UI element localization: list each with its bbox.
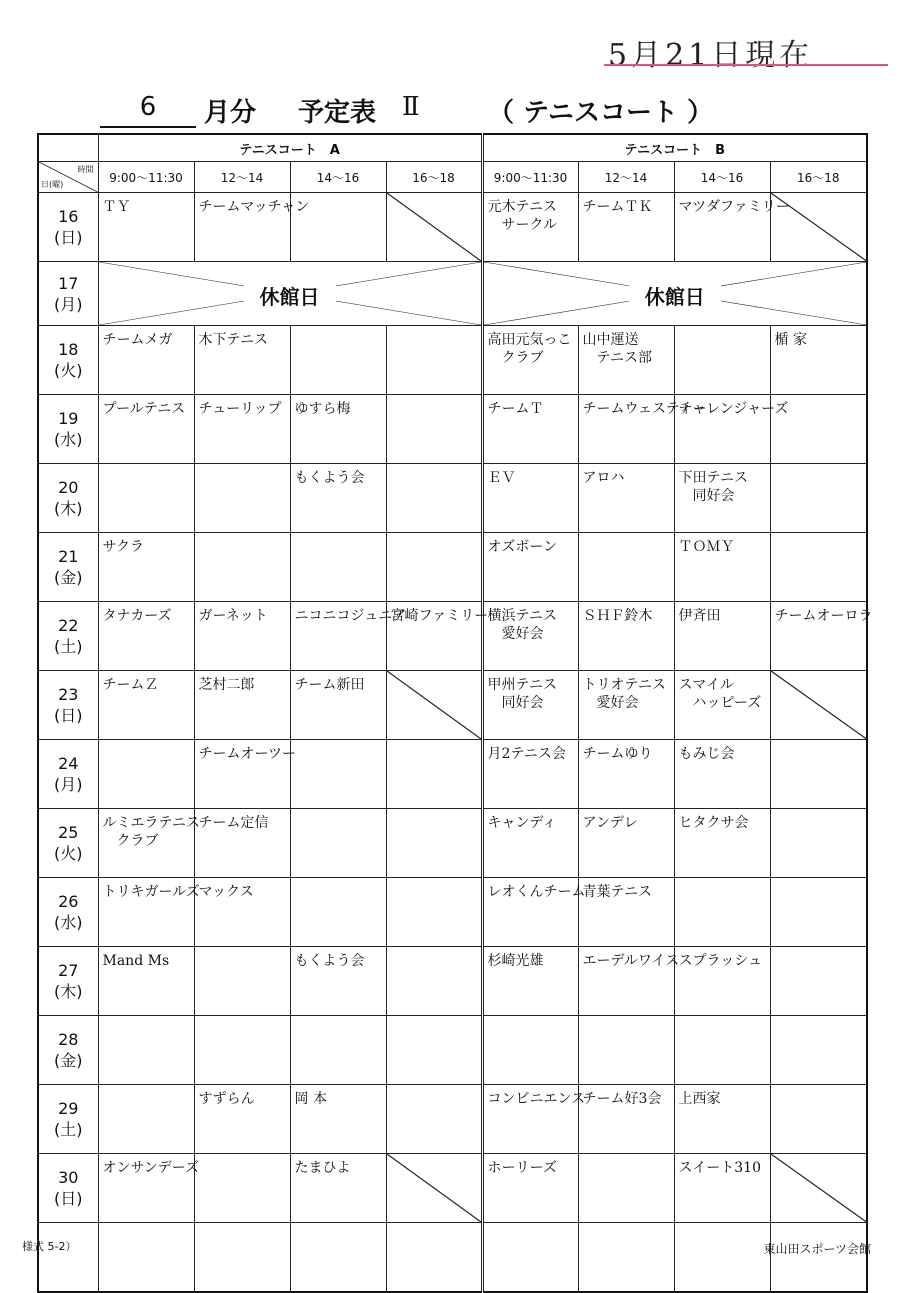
booking-cell (674, 740, 770, 809)
booking-name: 芝村二郎 (198, 677, 255, 693)
booking-name: チームゆり (582, 746, 653, 762)
date-cell (38, 671, 98, 740)
booking-cell (98, 1085, 194, 1154)
booking-cell (482, 395, 578, 464)
booking-cell (770, 1085, 867, 1154)
booking-cell (674, 1085, 770, 1154)
weekday: (火) (54, 844, 83, 863)
day-number: 18 (58, 340, 79, 359)
booking-name: ゆすら梅 (294, 401, 351, 417)
booking-name: チームメガ (102, 332, 173, 348)
booking-name: ハッピーズ (692, 695, 762, 711)
booking-name: ＴＹ (102, 199, 131, 215)
booking-cell (770, 1223, 867, 1293)
booking-name: 高田元気っこ (487, 332, 572, 348)
corner-top (38, 134, 98, 162)
booking-cell (290, 740, 386, 809)
booking-cell (194, 326, 290, 395)
booking-cell (290, 1085, 386, 1154)
booking-cell (98, 464, 194, 533)
booking-name: 伊斉田 (678, 608, 721, 624)
booking-cell (482, 464, 578, 533)
booking-cell (482, 740, 578, 809)
corner-time-label: 時間 (77, 165, 94, 174)
booking-name: 愛好会 (596, 695, 639, 711)
booking-cell (194, 1085, 290, 1154)
booking-cell (578, 947, 680, 1016)
booking-cell (290, 326, 386, 395)
no-slot-diagonal (387, 1154, 481, 1222)
schedule-row (38, 1223, 867, 1293)
booking-name: 楯 家 (774, 332, 807, 348)
booking-cell (290, 671, 386, 740)
booking-name: ニコニコジュニア (294, 608, 407, 624)
booking-name: 同好会 (501, 695, 544, 711)
booking-name: クラブ (501, 350, 544, 366)
weekday: (木) (54, 982, 83, 1001)
booking-cell (290, 193, 386, 262)
booking-name: アロハ (582, 470, 625, 486)
booking-cell (194, 1223, 290, 1293)
booking-name: 木下テニス (198, 332, 268, 348)
booking-cell (482, 326, 578, 395)
weekday: (日) (54, 228, 83, 247)
booking-name: ＥＶ (487, 470, 516, 486)
organization-name: 東山田スポーツ会館 (763, 1242, 871, 1256)
booking-cell (98, 671, 194, 740)
corner-date-label: 日(曜) (41, 180, 64, 189)
slot-b-3: 14～16 (674, 162, 770, 193)
schedule-row (38, 947, 867, 1016)
booking-name: 同好会 (692, 488, 735, 504)
date-cell (38, 809, 98, 878)
booking-name: 杉崎光雄 (487, 953, 544, 969)
booking-name: もみじ会 (678, 746, 735, 762)
booking-name: テニス部 (596, 350, 652, 366)
booking-name: 下田テニス (678, 470, 748, 486)
booking-name: Mand Ms (102, 953, 170, 969)
booking-cell (578, 464, 674, 533)
venue-label: （ テニスコート ） (488, 98, 714, 128)
booking-cell (194, 193, 310, 262)
booking-cell (578, 1223, 674, 1293)
booking-name: チーム新田 (294, 677, 365, 693)
booking-name: チームウェスティー (582, 401, 707, 417)
booking-cell (482, 947, 578, 1016)
day-number: 16 (58, 207, 79, 226)
date-cell (38, 1154, 98, 1223)
booking-name: ガーネット (198, 608, 268, 624)
booking-cell (578, 671, 674, 740)
booking-name: スマイル (678, 677, 734, 693)
booking-cell (194, 533, 290, 602)
booking-cell (674, 1016, 770, 1085)
slot-a-2: 12～14 (194, 162, 290, 193)
booking-cell (674, 809, 770, 878)
schedule-row (38, 1016, 867, 1085)
booking-name: 月2テニス会 (487, 746, 566, 762)
as-of-date-stamp: 5月21日現在 (608, 38, 814, 73)
schedule-row (38, 671, 867, 740)
booking-cell (770, 533, 867, 602)
schedule-row (38, 395, 867, 464)
unavailable-slot (770, 671, 867, 740)
booking-name: アンデレ (582, 815, 638, 831)
booking-cell (290, 1223, 386, 1293)
weekday: (火) (54, 361, 83, 380)
date-cell (38, 262, 98, 326)
booking-name: クラブ (116, 833, 159, 849)
weekday: (日) (54, 1189, 83, 1208)
booking-name: すずらん (198, 1091, 255, 1107)
schedule-row (38, 533, 867, 602)
weekday: (日) (54, 706, 83, 725)
booking-name: オズボーン (487, 539, 558, 555)
booking-cell (386, 464, 482, 533)
booking-name: ＴＯＭＹ (678, 539, 735, 555)
schedule-row (38, 878, 867, 947)
booking-cell (770, 326, 867, 395)
schedule-label: 予定表 (298, 98, 377, 128)
court-a-header: テニスコート A (98, 134, 482, 162)
weekday: (金) (54, 568, 83, 587)
booking-cell (770, 464, 867, 533)
booking-name: チームＴ (487, 401, 544, 417)
day-number: 28 (58, 1030, 79, 1049)
day-number: 27 (58, 961, 79, 980)
booking-cell (386, 1085, 482, 1154)
schedule-row (38, 326, 867, 395)
booking-name: サクラ (102, 539, 144, 555)
stamp-underline (604, 64, 888, 66)
day-number: 26 (58, 892, 79, 911)
booking-cell (482, 671, 578, 740)
date-cell (38, 326, 98, 395)
booking-cell (674, 1154, 770, 1223)
booking-cell (290, 602, 407, 671)
booking-name: ホーリーズ (487, 1160, 557, 1176)
booking-name: プールテニス (102, 401, 186, 417)
booking-cell (770, 395, 867, 464)
booking-cell (482, 1223, 578, 1293)
booking-cell (770, 602, 873, 671)
slot-a-1: 9:00～11:30 (98, 162, 194, 193)
weekday: (木) (54, 499, 83, 518)
schedule-row (38, 740, 867, 809)
weekday: (水) (54, 913, 83, 932)
booking-cell (482, 1085, 586, 1154)
unavailable-slot (386, 193, 482, 262)
slot-a-3: 14～16 (290, 162, 386, 193)
day-number: 21 (58, 547, 79, 566)
schedule-body (38, 193, 873, 1293)
booking-name: マックス (198, 884, 254, 900)
booking-cell (194, 464, 290, 533)
booking-cell (194, 878, 290, 947)
date-cell (38, 740, 98, 809)
schedule-table (37, 133, 873, 1293)
booking-name: 上西家 (678, 1091, 721, 1107)
booking-cell (578, 740, 674, 809)
booking-cell (290, 1154, 386, 1223)
form-number: 様式 5-2） (22, 1240, 77, 1253)
booking-cell (194, 602, 290, 671)
booking-cell (482, 1154, 578, 1223)
booking-name: ルミエラテニス (102, 815, 200, 831)
roman-numeral: Ⅱ (402, 92, 420, 122)
booking-cell (674, 947, 770, 1016)
booking-cell (194, 1016, 290, 1085)
booking-cell (98, 1154, 200, 1223)
booking-cell (770, 878, 867, 947)
booking-name: オンサンデーズ (102, 1160, 200, 1176)
booking-name: 愛好会 (501, 626, 544, 642)
booking-cell (386, 1223, 482, 1293)
booking-name: もくよう会 (294, 953, 365, 969)
booking-cell (290, 809, 386, 878)
booking-cell (98, 326, 194, 395)
booking-name: チームＺ (102, 677, 159, 693)
booking-cell (578, 809, 674, 878)
booking-cell (578, 533, 674, 602)
booking-name: レオくんチーム (487, 884, 586, 900)
day-number: 19 (58, 409, 79, 428)
booking-cell (98, 947, 194, 1016)
no-slot-diagonal (387, 193, 481, 261)
booking-name: 宮崎ファミリー (390, 608, 489, 624)
court-b-header: テニスコート B (482, 134, 867, 162)
booking-cell (674, 878, 770, 947)
booking-name: チームオーロラ (774, 608, 873, 624)
booking-cell (290, 1016, 386, 1085)
date-cell (38, 947, 98, 1016)
booking-cell (386, 533, 482, 602)
booking-cell (194, 740, 296, 809)
booking-cell (98, 809, 200, 878)
month-label: 月分 (204, 98, 257, 128)
booking-name: もくよう会 (294, 470, 365, 486)
unavailable-slot (386, 671, 482, 740)
date-cell (38, 602, 98, 671)
unavailable-slot (386, 1154, 482, 1223)
booking-cell (770, 809, 867, 878)
slot-b-2: 12～14 (578, 162, 674, 193)
booking-cell (98, 602, 194, 671)
booking-cell (674, 326, 770, 395)
booking-name: スイート310 (678, 1160, 761, 1176)
booking-cell (290, 878, 386, 947)
weekday: (金) (54, 1051, 83, 1070)
date-cell (38, 878, 98, 947)
booking-name: チーム定信 (198, 815, 269, 831)
date-cell (38, 1016, 98, 1085)
closed-label-wrap (99, 281, 481, 310)
unavailable-slot (770, 193, 867, 262)
slot-b-1: 9:00～11:30 (482, 162, 578, 193)
no-slot-diagonal (771, 1154, 867, 1222)
weekday: (土) (54, 1120, 83, 1139)
booking-cell (770, 947, 867, 1016)
month-number: 6 (100, 92, 196, 128)
booking-name: スプラッシュ (678, 953, 762, 969)
booking-cell (386, 947, 482, 1016)
date-cell (38, 395, 98, 464)
booking-name: ヒタクサ会 (678, 815, 749, 831)
booking-cell (578, 1085, 674, 1154)
booking-cell (194, 671, 290, 740)
booking-cell (578, 1154, 674, 1223)
booking-cell (98, 193, 194, 262)
booking-name: 元木テニス (487, 199, 557, 215)
weekday: (水) (54, 430, 83, 449)
booking-cell (98, 1223, 194, 1293)
booking-name: サークル (501, 217, 558, 233)
day-number: 20 (58, 478, 79, 497)
booking-cell (578, 193, 674, 262)
booking-name: チューリップ (198, 401, 282, 417)
booking-cell (98, 395, 194, 464)
day-number: 29 (58, 1099, 79, 1118)
no-slot-diagonal (387, 671, 481, 739)
closed-label: 休館日 (244, 285, 336, 309)
booking-cell (674, 533, 770, 602)
slot-b-4: 16～18 (770, 162, 867, 193)
booking-cell (674, 395, 789, 464)
weekday: (月) (54, 294, 83, 314)
day-number: 30 (58, 1168, 79, 1187)
day-number: 23 (58, 685, 79, 704)
date-cell (38, 464, 98, 533)
booking-cell (578, 395, 707, 464)
booking-cell (578, 878, 674, 947)
booking-name: 横浜テニス (487, 608, 557, 624)
page-title (0, 88, 905, 132)
booking-name: マツダファミリー (678, 199, 790, 215)
schedule-row (38, 602, 867, 671)
booking-cell (98, 533, 194, 602)
schedule-row (38, 1154, 867, 1223)
day-number: 25 (58, 823, 79, 842)
booking-cell (482, 193, 578, 262)
booking-name: ＳＨＦ鈴木 (582, 608, 653, 624)
booking-cell (770, 1016, 867, 1085)
booking-cell (98, 740, 194, 809)
schedule-row (38, 193, 867, 262)
booking-cell (98, 1016, 194, 1085)
booking-name: 甲州テニス (487, 677, 557, 693)
booking-cell (578, 1016, 674, 1085)
booking-name: エーデルワイス (582, 953, 680, 969)
booking-cell (578, 326, 674, 395)
booking-cell (386, 1016, 482, 1085)
booking-cell (482, 809, 578, 878)
booking-cell (386, 878, 482, 947)
day-number: 24 (58, 754, 79, 773)
booking-name: チーム好3会 (582, 1091, 662, 1107)
booking-cell (98, 878, 200, 947)
date-cell (38, 193, 98, 262)
booking-cell (578, 602, 674, 671)
schedule-row (38, 1085, 867, 1154)
no-slot-diagonal (771, 671, 867, 739)
booking-cell (290, 464, 386, 533)
booking-cell (194, 1154, 290, 1223)
booking-cell (194, 809, 290, 878)
booking-name: トリキガールズ (102, 884, 200, 900)
schedule-row (38, 809, 867, 878)
booking-cell (290, 947, 386, 1016)
schedule-row (38, 464, 867, 533)
unavailable-slot (770, 1154, 867, 1223)
booking-name: チームＴＫ (582, 199, 653, 215)
day-number: 17 (58, 273, 79, 293)
booking-cell (674, 1223, 770, 1293)
booking-name: 青葉テニス (582, 884, 652, 900)
closed-day-cell-a (98, 262, 482, 326)
booking-cell (386, 602, 489, 671)
weekday: (月) (54, 775, 83, 794)
booking-name: キャンディ (487, 815, 557, 831)
booking-cell (194, 395, 290, 464)
corner-cell (38, 162, 98, 193)
date-cell (38, 533, 98, 602)
booking-cell (290, 395, 386, 464)
booking-cell (386, 740, 482, 809)
date-cell (38, 1085, 98, 1154)
booking-cell (770, 740, 867, 809)
booking-name: 山中運送 (582, 332, 639, 348)
no-slot-diagonal (771, 193, 867, 261)
booking-name: トリオテニス (582, 677, 666, 693)
booking-name: 岡 本 (294, 1091, 327, 1107)
closed-label-wrap (484, 281, 867, 310)
booking-cell (482, 533, 578, 602)
booking-cell (482, 602, 578, 671)
booking-cell (386, 395, 482, 464)
booking-cell (386, 326, 482, 395)
booking-name: コンビニエンス (487, 1091, 586, 1107)
booking-cell (482, 1016, 578, 1085)
schedule-row (38, 262, 867, 326)
booking-cell (674, 193, 790, 262)
date-cell (38, 1223, 98, 1293)
booking-name: チャレンジャーズ (678, 401, 789, 417)
booking-cell (482, 878, 586, 947)
booking-name: チームオーツー (198, 746, 296, 762)
closed-day-cell-b (482, 262, 867, 326)
slot-a-4: 16～18 (386, 162, 482, 193)
booking-name: たまひよ (294, 1160, 351, 1176)
booking-cell (674, 464, 770, 533)
booking-name: タナカーズ (102, 608, 172, 624)
booking-cell (194, 947, 290, 1016)
booking-name: チームマッチャン (198, 199, 310, 215)
weekday: (土) (54, 637, 83, 656)
day-number: 22 (58, 616, 79, 635)
booking-cell (674, 602, 770, 671)
closed-label: 休館日 (629, 285, 721, 309)
booking-cell (674, 671, 770, 740)
booking-cell (386, 809, 482, 878)
booking-cell (290, 533, 386, 602)
